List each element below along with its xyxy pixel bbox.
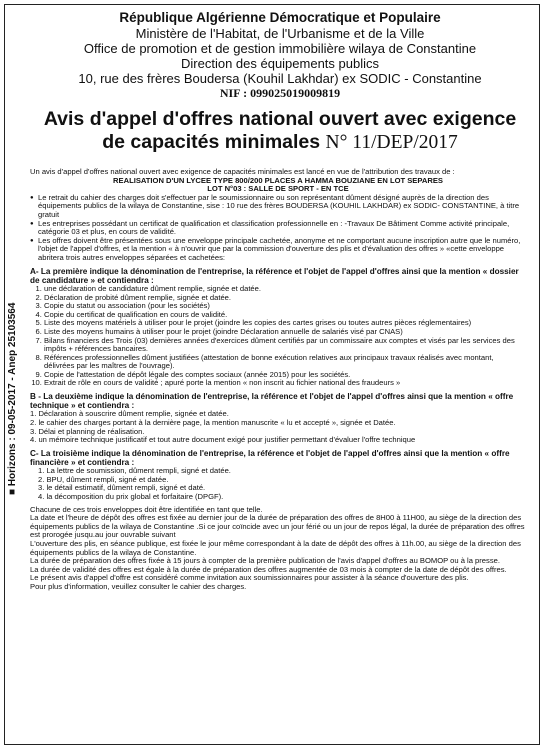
list-item: ● Les entreprises possédant un certificat de qualification et classification professionnelle en : -Travaux De Bâtiment Comme activité principale, catégorie 03 et plus, en cours de validité.: [30, 220, 526, 237]
section-c-list: [30, 467, 526, 501]
project-title: REALISATION D'UN LYCEE TYPE 800/200 PLACES A HAMMA BOUZIANE EN LOT SEPARES: [113, 175, 443, 185]
closing-line: Chacune de ces trois enveloppes doit être identifiée en tant que telle.: [30, 504, 263, 514]
list-item: 4. un mémoire technique justificatif et tout autre document exigé pour justifier permettant d'évaluer l'offre technique: [30, 435, 416, 445]
list-item: 2. BPU, dûment rempli, signé et datée.: [38, 474, 169, 484]
list-item: 10. Extrait de rôle en cours de validité ; apuré porte la mention « non inscrit au fichier national des fraudeurs »: [44, 379, 526, 388]
list-item: 4. la décomposition du prix global et forfaitaire (DPGF).: [38, 492, 224, 502]
notice-number: N° 11/DEP/2017: [325, 132, 458, 153]
section-b-list: [30, 410, 526, 444]
publication-stamp: [3, 245, 23, 495]
title-line-1: Avis d'appel d'offres national ouvert avec exigence: [43, 108, 517, 130]
list-item: ● Les offres doivent être présentées sous une enveloppe principale cachetée, anonyme et ne comportant aucune inscription autre que le numéro, l'objet de l'appel d'offres, et la mention « à n'ouvrir que par la commission d'ouverture des plis et d'évaluation des offres » «cette enveloppe abritera trois autres enveloppes séparées et cachetées:: [30, 237, 526, 263]
publication-stamp-text: ■ Horizons : 09-05-2017 - Anep 25103564: [7, 302, 18, 495]
direction-line: Direction des équipements publics: [181, 56, 379, 71]
closing-line: Pour plus d'information, veuillez consulter le cahier des charges.: [30, 581, 247, 591]
ministry-line: Ministère de l'Habitat, de l'Urbanisme et de la Ville: [135, 26, 425, 41]
letterhead: [40, 10, 520, 100]
closing-line: La date et l'heure de dépôt des offres est fixée au dernier jour de la durée de préparation des offres de 8H00 à 11H00, au siège de la direction des équipements publics de la wilaya de Constantine .Si ce jour coïncide avec un jour férié ou un jour de repos légal, la durée de préparation des offres est prorogée jusqu.au jour ouvrable suivant: [30, 513, 525, 540]
list-item: 4. Copie du certificat de qualification en cours de validité.: [44, 311, 526, 320]
nif-line: NIF : 099025019009819: [219, 86, 341, 100]
list-item: 8. Références professionnelles dûment justifiées (attestation de bonne exécution relatives aux principaux travaux réalisés avec montant, délivrées par les maîtres de l'ouvrage).: [44, 354, 526, 371]
title-line-2-text: de capacités minimales: [102, 131, 326, 153]
closing-line: La durée de validité des offres est égale à la durée de préparation des offres augmentée de 03 mois à compter de la date de dépôt des offres.: [30, 564, 507, 574]
list-item: 6. Liste des moyens humains à utiliser pour le projet (joindre Déclaration annuelle de salariés visé par CNAS): [44, 328, 526, 337]
list-item: 1. une déclaration de candidature dûment remplie, signée et datée.: [44, 285, 526, 294]
list-item: 2. le cahier des charges portant à la dernière page, la mention manuscrite « lu et accepté », signée et Datée.: [30, 418, 396, 428]
list-item: ● Le retrait du cahier des charges doit s'effectuer par le soumissionnaire ou son représentant dûment désigné auprès de la direction des équipements publics de la wilaya de Constantine, sise : 10 rue des frères BOUDERSA (KOUHIL LAKHDAR) ex SODIC- CONSTANTINE, à titre gratuit: [30, 194, 526, 220]
list-item: 7. Bilans financiers des Trois (03) dernières années d'exercices dûment certifiés par un commissaire aux comptes et visés par les services des impôts + références bancaires.: [44, 337, 526, 354]
section-b-title: B - La deuxième indique la dénomination de l'entreprise, la référence et l'objet de l'appel d'offres ainsi que la mention « offre technique » et contiendra :: [30, 392, 514, 411]
office-line: Office de promotion et de gestion immobilière wilaya de Constantine: [83, 41, 477, 56]
list-item: 9. Copie de l'attestation de dépôt légale des comptes sociaux (année 2015) pour les sociétés.: [44, 371, 526, 380]
project-lot: LOT N°03 : SALLE DE SPORT - EN TCE: [207, 184, 349, 194]
notice-body: [30, 168, 526, 592]
intro-text: Un avis d'appel d'offres national ouvert avec exigence de capacités minimales est lancé en vue de l'attribution des travaux de :: [30, 167, 455, 176]
closing-line: Le présent avis d'appel d'offre est considéré comme invitation aux soumissionnaires pour assister à la séance d'ouverture des plis.: [30, 573, 469, 583]
closing-line: L'ouverture des plis, en séance publique, est fixée le jour même correspondant à la date de dépôt des offres à 11h.00, au siège de la direction des équipements publics de la wilaya de Constantine.: [30, 539, 521, 557]
list-item: 5. Liste des moyens matériels à utiliser pour le projet (joindre les copies des cartes grises ou toutes autres pièces réglementaires): [44, 319, 526, 328]
notice-title: [30, 108, 530, 154]
section-c-title: C- La troisième indique la dénomination de l'entreprise, la référence et l'objet de l'appel d'offres ainsi que la mention « offre financière » et contiendra :: [30, 448, 510, 468]
republic-line: République Algérienne Démocratique et Populaire: [119, 10, 441, 25]
address-line: 10, rue des frères Boudersa (Kouhil Lakhdar) ex SODIC - Constantine: [78, 71, 482, 86]
conditions-list: [30, 194, 526, 263]
list-item: 3. le détail estimatif, dûment rempli, signé et daté.: [38, 483, 206, 493]
section-a-list: [30, 285, 526, 388]
list-item: 1. Déclaration à souscrire dûment remplie, signée et datée.: [30, 409, 229, 419]
list-item: 1. La lettre de soumission, dûment rempli, signé et datée.: [38, 466, 231, 476]
list-item: 2. Déclaration de probité dûment remplie, signée et datée.: [44, 294, 526, 303]
section-a-title: A- La première indique la dénomination de l'entreprise, la référence et l'objet de l'appel d'offres ainsi que la mention « dossier de candidature » et contiendra :: [30, 266, 519, 285]
list-item: 3. Copie du statut ou association (pour les sociétés): [44, 302, 526, 311]
closing-paragraphs: [30, 506, 526, 592]
list-item: 3. Délai et planning de réalisation.: [30, 426, 145, 436]
closing-line: La durée de préparation des offres fixée à 15 jours à compter de la première publication de l'avis d'appel d'offres au BOMOP ou à la presse.: [30, 556, 500, 566]
title-line-2: [30, 131, 530, 154]
